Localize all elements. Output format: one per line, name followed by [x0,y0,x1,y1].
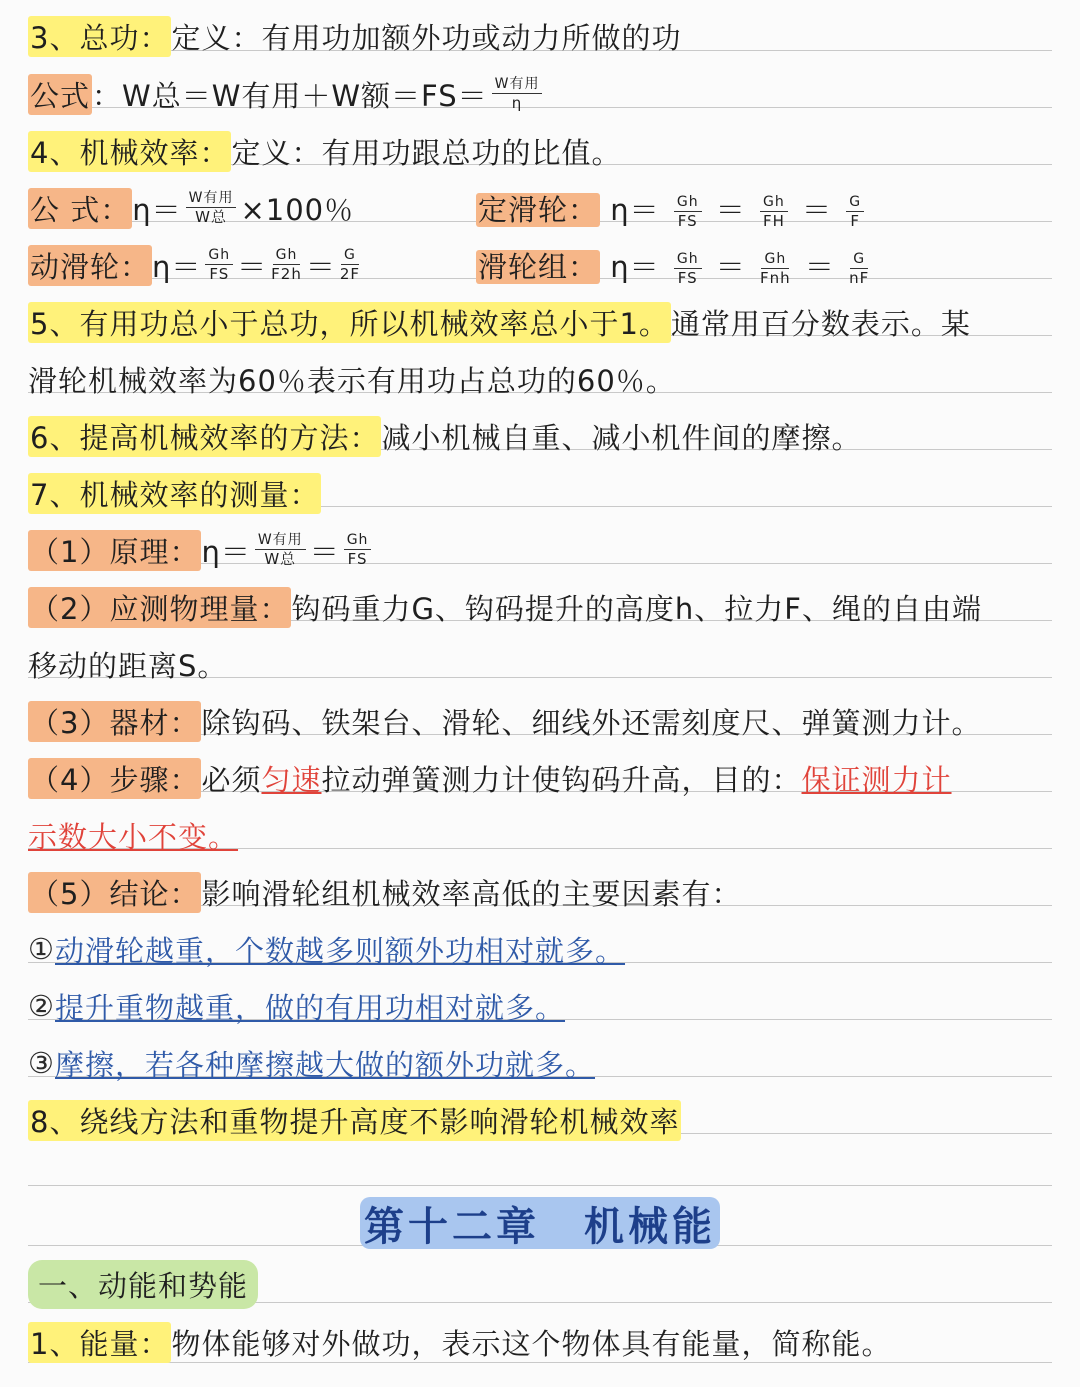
point-6-text: 减小机械自重、减小机件间的摩擦。 [381,420,862,455]
fraction [271,248,302,282]
principle-label: （1）原理： [28,530,201,571]
point-5-text: 通常用百分数表示。某 [670,306,971,341]
steps-row [28,756,1052,800]
factor-text: 动滑轮越重，个数越多则额外功相对就多。 [55,933,626,968]
efficiency-label: 4、机械效率： [28,131,231,172]
equals: ＝ [305,249,336,284]
fraction-numerator: W有用 [186,191,237,208]
equipment-text: 除钩码、铁架台、滑轮、细线外还需刻度尺、弹簧测力计。 [201,705,982,740]
fraction-denominator: W总 [264,550,297,568]
conclusion-label: （5）结论： [28,872,201,913]
percent-text: ×100％ [240,192,355,227]
fixed-pulley-formula [476,188,868,229]
steps-continued [28,813,1052,857]
energy-text: 物体能够对外做功，表示这个物体具有能量，简称能。 [171,1326,892,1361]
fraction-denominator: FS [677,268,698,287]
eta-eq: η＝ [610,192,660,227]
conclusion-text: 影响滑轮组机械效率高低的主要因素有： [201,876,742,911]
factor-text: 摩擦，若各种摩擦越大做的额外功就多。 [55,1047,596,1082]
factor-text: 提升重物越重，做的有用功相对就多。 [55,990,566,1025]
equals: ＝ [715,249,746,284]
total-work-formula [28,72,1052,116]
fraction [340,248,360,282]
equals: ＝ [715,192,746,227]
fraction-denominator: 2F [339,265,361,283]
steps-red-purpose-2: 示数大小不变。 [28,819,239,854]
fraction [760,195,788,229]
fraction-denominator: F2h [271,265,302,283]
formula-label: 公 式： [28,188,132,229]
fraction-denominator: FS [347,550,368,568]
fraction-denominator: W总 [195,208,227,226]
steps-text-mid: 拉动弹簧测力计使钩码升高，目的： [321,762,802,797]
factor-number: ① [28,932,55,966]
fraction-denominator: FS [677,211,698,230]
eta-eq: η＝ [610,249,660,284]
equipment-label: （3）器材： [28,701,201,742]
total-work-text: 定义：有用功加额外功或动力所做的功 [171,20,682,55]
fraction [849,252,869,286]
factor-2 [28,984,1052,1028]
factor-3 [28,1041,1052,1085]
fraction-numerator: G [341,248,359,265]
fraction-numerator: Gh [344,533,372,550]
fraction-numerator: Gh [273,248,301,265]
fraction [186,191,237,225]
fixed-pulley-label: 定滑轮： [478,192,599,227]
formula-label: 公式 [28,74,92,115]
point-5-continued [28,357,1052,401]
steps-label: （4）步骤： [28,758,201,799]
total-work-label: 3、总功： [28,16,171,57]
quantities-text: 钩码重力G、钩码提升的高度h、拉力F、绳的自由端 [291,591,982,626]
fraction-numerator: W有用 [255,533,306,550]
energy-definition [28,1320,1052,1364]
fraction [255,533,306,567]
steps-red-keyword: 匀速 [261,762,322,797]
fraction-denominator: η [511,94,523,112]
steps-red-purpose: 保证测力计 [801,762,952,797]
equals: ＝ [804,249,835,284]
eta-eq: η＝ [152,249,202,284]
equals: ＝ [309,534,340,569]
quantities-label: （2）应测物理量： [28,587,291,628]
energy-label: 1、能量： [28,1322,171,1363]
fraction-denominator: nF [849,268,870,287]
fraction-denominator: Fnh [760,268,791,287]
point-5-text-2: 滑轮机械效率为60％表示有用功占总功的60％。 [28,363,676,398]
fraction [760,252,791,286]
factor-number: ③ [28,1046,55,1080]
fraction [344,533,372,567]
equals: ＝ [801,192,832,227]
point-5-label: 5、有用功总小于总功，所以机械效率总小于1。 [28,302,671,343]
fraction-numerator: Gh [205,248,233,265]
fraction [846,195,864,229]
efficiency-text: 定义：有用功跟总功的比值。 [231,135,622,170]
efficiency-definition [28,129,1052,173]
factor-number: ② [28,989,55,1023]
movable-pulley-label: 动滑轮： [28,245,152,286]
pulley-block-label: 滑轮组： [478,249,599,284]
equals: ＝ [237,249,268,284]
equipment-row [28,699,1052,743]
steps-text: 必须 [201,762,262,797]
section-heading: 一、动能和势能 [28,1260,258,1309]
section-heading-row [28,1262,1052,1306]
eta-eq: η＝ [132,192,182,227]
fraction-numerator: G [846,195,864,212]
ruled-line [28,1185,1052,1186]
fraction-numerator: Gh [760,195,788,212]
fraction-numerator: W有用 [492,77,543,94]
fraction-numerator: G [850,252,868,269]
conclusion-row [28,870,1052,914]
fraction [205,248,233,282]
quantities-continued [28,642,1052,686]
efficiency-formula-row [28,186,1052,230]
fraction-numerator: Gh [674,195,702,212]
fraction-numerator: Gh [761,252,789,269]
point-7 [28,471,1052,515]
fraction-denominator: FS [209,265,230,283]
quantities-text-2: 移动的距离S。 [28,648,228,683]
point-6-label: 6、提高机械效率的方法： [28,416,381,457]
point-8-text: 8、绕线方法和重物提升高度不影响滑轮机械效率 [28,1100,681,1141]
pulley-formula-row [28,243,1052,287]
point-7-label: 7、机械效率的测量： [28,473,321,514]
fraction [674,252,702,286]
quantities-row [28,585,1052,629]
fraction-numerator: Gh [674,252,702,269]
fraction [674,195,702,229]
fraction-denominator: FH [762,211,785,230]
point-8 [28,1098,1052,1142]
factor-1 [28,927,1052,971]
chapter-title: 第十二章 机械能 [360,1197,720,1249]
point-5 [28,300,1052,344]
fraction-denominator: F [850,211,860,230]
fraction [492,77,543,111]
pulley-block-formula [476,245,873,286]
point-6 [28,414,1052,458]
formula-text: ：W总＝W有用＋W额＝FS＝ [92,78,488,113]
principle-row [28,528,1052,572]
eta-eq: η＝ [201,534,251,569]
total-work-definition [28,14,1052,58]
